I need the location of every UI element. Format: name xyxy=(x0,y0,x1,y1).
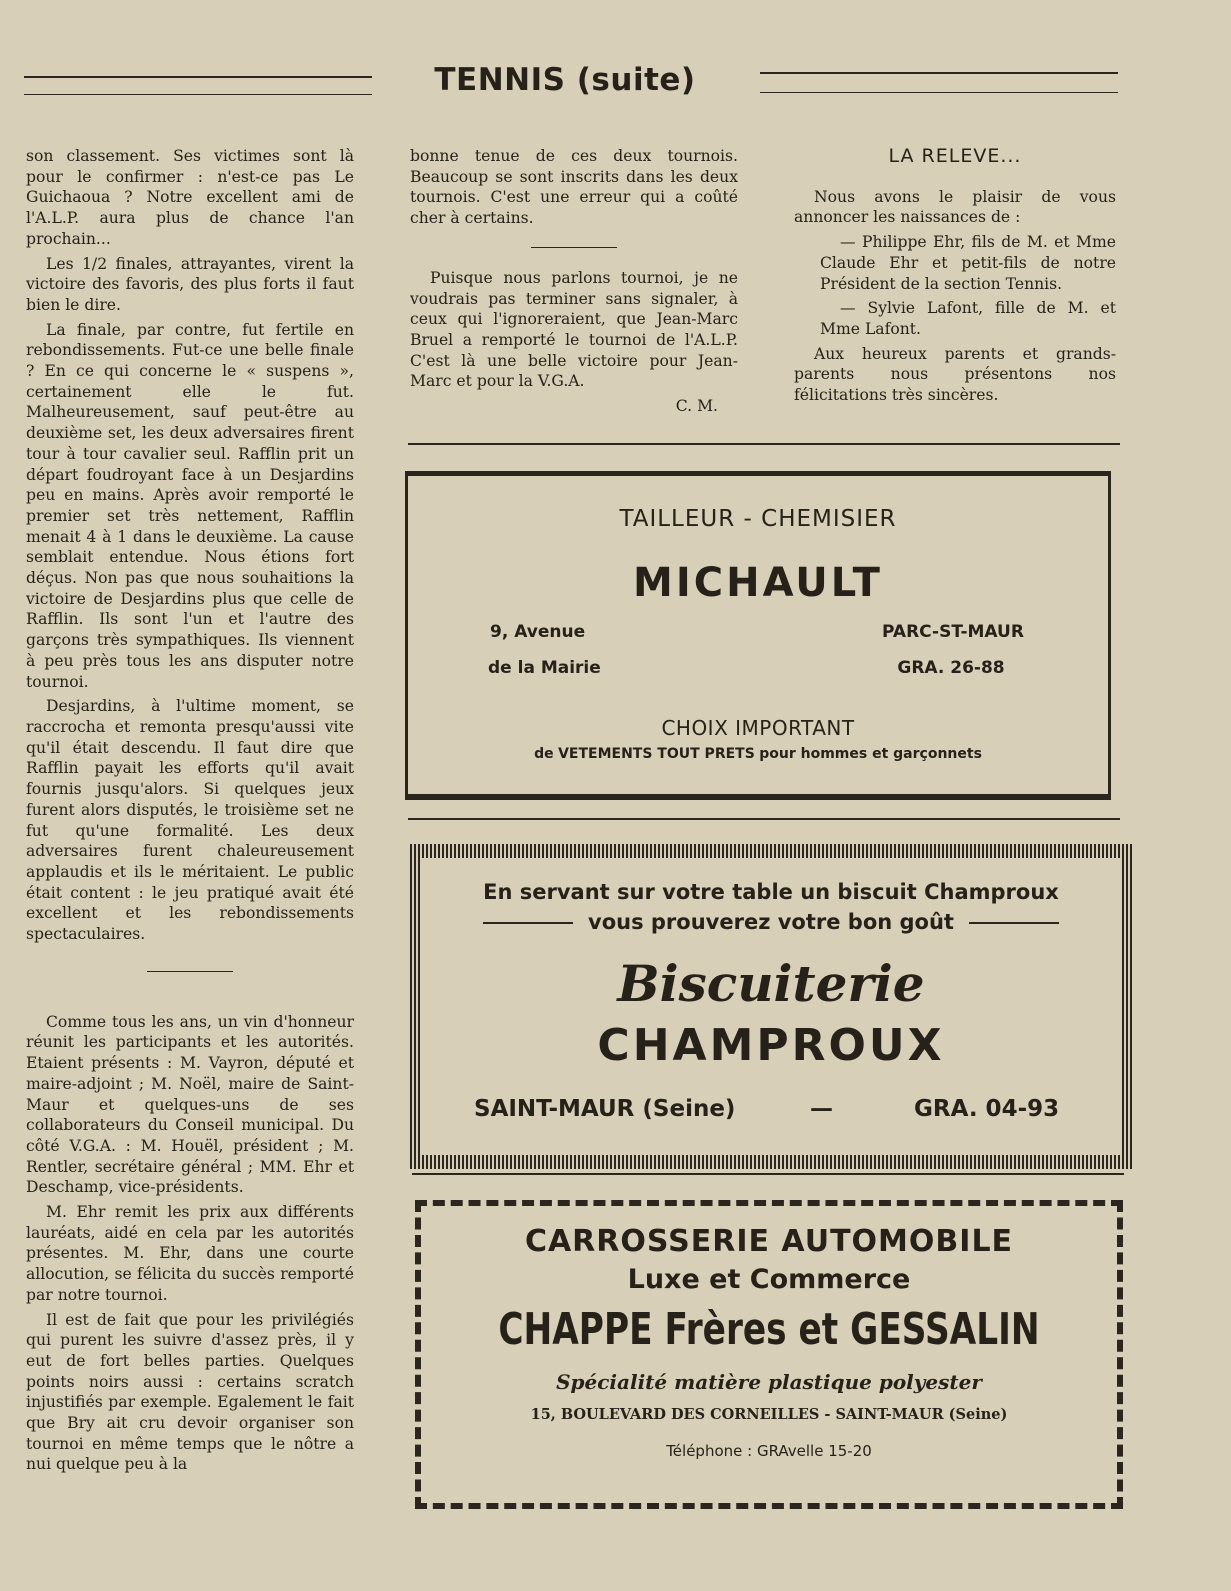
article-paragraph: son classement. Ses victimes sont là pour le confirmer : n'est-ce pas Le Guichaoua ? Notre excellent ami de l'A.L.P. aura plus de chance l'an prochain... xyxy=(26,147,354,248)
releve-intro: Nous avons le plaisir de vous annoncer les naissances de : xyxy=(794,187,1116,227)
script-name: Biscuiterie xyxy=(617,954,925,1013)
author-signature: C. M. xyxy=(675,397,718,416)
ad-line: CHOIX IMPORTANT xyxy=(661,716,855,740)
birth-announcement: — Philippe Ehr, fils de M. et Mme Claude Ehr et petit-fils de notre Président de la section Tennis. xyxy=(820,233,1116,293)
city: SAINT-MAUR (Seine) xyxy=(474,1096,736,1122)
brand-name-text: CHAPPE Frères et GESSALIN xyxy=(498,1304,1040,1355)
address-line: 9, Avenue xyxy=(490,622,586,642)
dash-rule xyxy=(969,922,1059,924)
ad-line: CARROSSERIE AUTOMOBILE xyxy=(524,1224,1014,1259)
ad-line xyxy=(420,910,1122,934)
phone-number: Téléphone : GRAvelle 15-20 xyxy=(666,1442,872,1460)
section-divider xyxy=(147,971,233,972)
ad-line xyxy=(420,880,1122,904)
article-column-2 xyxy=(410,146,738,417)
ad-text: En servant sur votre table un biscuit xyxy=(483,880,917,904)
birth-announcement: — Sylvie Lafont, fille de M. et Mme Lafont. xyxy=(820,299,1116,338)
article-paragraph: Il est de fait que pour les privilégiés qui purent les suivre d'assez près, il y eut de fort belles parties. Quelques points noirs aussi : certains scratch injustifiés par exemple. Egalement le fait que Bry ait cru devoir organiser son tournoi en même temps que le nôtre a nui quelque peu à la xyxy=(26,1310,354,1474)
article-paragraph: Desjardins, à l'ultime moment, se raccrocha et remonta presqu'aussi vite qu'il était descendu. Il faut dire que Rafflin payait les efforts qu'il avait fournis jusqu'alors. Si quelques jeux furent alors disputés, le troisième set ne fut qu'une formalité. Les deux adversaires furent chaleureusement applaudis et ils le méritaient. Le public était content : le jeu pratiqué avait été excellent et les rebondissements spectaculaires. xyxy=(26,697,354,944)
section-rule xyxy=(408,443,1120,445)
section-divider xyxy=(531,247,617,248)
city: PARC-ST-MAUR xyxy=(882,622,1024,642)
tagline-bold: VETEMENTS TOUT PRETS xyxy=(558,746,755,762)
specialty: Spécialité matière plastique polyester xyxy=(556,1370,982,1394)
releve-title: LA RELEVE... xyxy=(888,145,1022,167)
address-line: de la Mairie xyxy=(488,658,601,678)
champroux-advertisement xyxy=(410,844,1132,1169)
michault-advertisement xyxy=(405,471,1111,800)
article-paragraph: Comme tous les ans, un vin d'honneur réunit les participants et les autorités. Etaient présents : M. Vayron, député et maire-adjoint ; M. Noël, maire de Saint-Maur et quelques-uns de ses collaborateurs du Conseil municipal. Du côté V.G.A. : M. Houël, président ; M. Rentler, secrétaire général ; MM. Ehr et Deschamp, vice-présidents. xyxy=(26,1012,354,1197)
article-paragraph: M. Ehr remit les prix aux différents lauréats, aidé en cela par les autorités présentes. M. Ehr, dans une courte allocution, se félicita du succès remporté par notre tournoi. xyxy=(26,1203,354,1304)
phone-number: GRA. 04-93 xyxy=(914,1096,1060,1122)
tagline-prefix: de xyxy=(534,746,554,762)
ad-line: Luxe et Commerce xyxy=(627,1264,911,1295)
brand-name: CHAMPROUX xyxy=(597,1020,945,1071)
tagline-suffix: pour hommes et garçonnets xyxy=(759,746,982,762)
header-rule-right-top xyxy=(760,72,1118,74)
brand-name: MICHAULT xyxy=(633,560,883,606)
brand-inline: Champroux xyxy=(924,880,1059,904)
releve-column xyxy=(794,146,1116,410)
brand-name xyxy=(421,1304,1117,1355)
phone-number: GRA. 26-88 xyxy=(897,658,1005,678)
dash-rule xyxy=(483,922,573,924)
section-rule xyxy=(408,818,1120,820)
article-paragraph: Les 1/2 finales, attrayantes, virent la victoire des favoris, des plus forts il faut bien le dire. xyxy=(26,254,354,314)
header-rule-left-top xyxy=(24,76,372,78)
article-paragraph: bonne tenue de ces deux tournois. Beaucoup se sont inscrits dans les deux tournois. C'est une erreur qui a coûté cher à certains. xyxy=(410,147,738,228)
ad-text: vous prouverez votre bon goût xyxy=(588,910,954,934)
article-paragraph: Puisque nous parlons tournoi, je ne voudrais pas terminer sans signaler, à ceux qui l'ignoreraient, que Jean-Marc Bruel a remporté le tournoi de l'A.L.P. C'est là une belle victoire pour Jean-Marc et pour la V.G.A. xyxy=(410,268,738,391)
header-rule-left-bottom xyxy=(24,94,372,95)
address: 15, BOULEVARD DES CORNEILLES - SAINT-MAUR (Seine) xyxy=(530,1406,1008,1423)
page-title: TENNIS (suite) xyxy=(434,62,696,98)
article-column-1 xyxy=(26,146,354,1479)
chappe-advertisement xyxy=(415,1200,1123,1509)
ad-line: TAILLEUR - CHEMISIER xyxy=(619,506,897,532)
separator-dash: — xyxy=(810,1096,833,1122)
header-rule-right-bottom xyxy=(760,92,1118,93)
article-paragraph: La finale, par contre, fut fertile en rebondissements. Fut-ce une belle finale ? En ce qui concerne le « suspens », certainement elle le fut. Malheureusement, sauf peut-être au deuxième set, les deux adversaires firent tour à tour cavalier seul. Rafflin prit un départ foudroyant face à un Desjardins peu en mains. Après avoir remporté le premier set très nettement, Rafflin menait 4 à 1 dans le deuxième. La cause semblait entendue. Nous étions fort déçus. Non pas que nous souhaitions la victoire de Desjardins plus que celle de Rafflin. Ils sont l'un et l'autre des garçons très sympathiques. Ils viennent à peu près tous les ans disputer notre tournoi. xyxy=(26,320,354,691)
releve-closing: Aux heureux parents et grands-parents nous présentons nos félicitations très sincères. xyxy=(794,344,1116,405)
section-rule xyxy=(412,1173,1124,1175)
ad-tagline xyxy=(408,746,1108,762)
